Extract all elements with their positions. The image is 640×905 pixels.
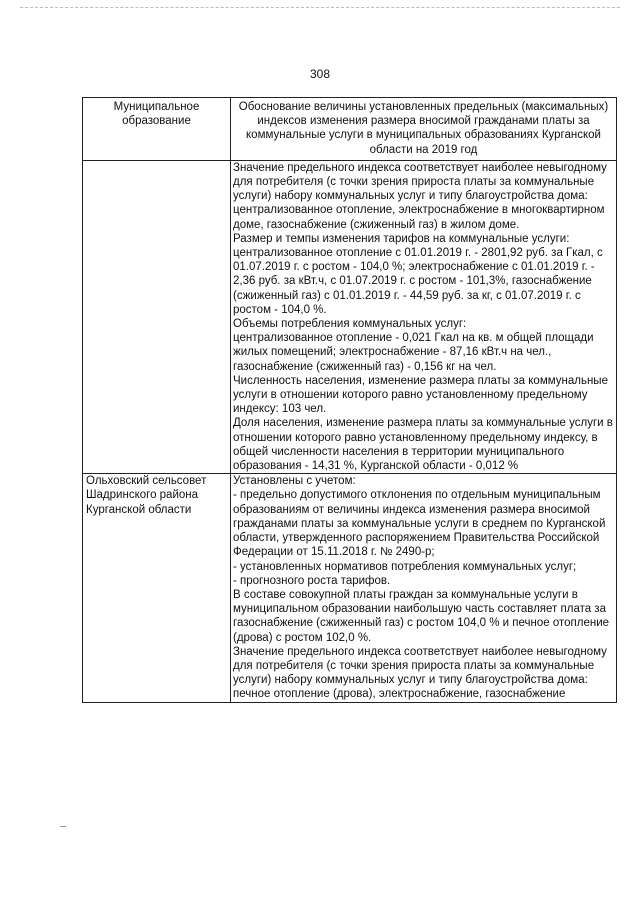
municipality-cell: Ольховский сельсовет Шадринского района Курганской области bbox=[83, 474, 231, 702]
paragraph: Значение предельного индекса соответствует наиболее невыгодному для потребителя (с точки зрения прироста платы за коммунальные услуги) набору коммунальных услуг и типу благоустройства дома: bbox=[233, 645, 607, 687]
paragraph: Численность населения, изменение размера платы за коммунальные услуги в отношении которого равно установленному предельному индексу: 103 чел. bbox=[233, 374, 608, 416]
tariff-justification-table bbox=[82, 97, 617, 703]
paragraph: - предельно допустимого отклонения по отдельным муниципальным образованиям от величины индекса изменения размера вносимой гражданами платы за коммунальные услуги в среднем по Курганской области, утвержденного распоряжением Правительства Российской Федерации от 15.11.2018 г. № 2490-р; bbox=[233, 489, 606, 559]
paragraph: централизованное отопление с 01.01.2019 г. - 2801,92 руб. за Гкал, с 01.07.2019 г. с ростом - 104,0 %; электроснабжение с 01.01.2019 г. - 2,36 руб. за кВт.ч, с 01.07.2019 г. с ростом - 101,3%, газоснабжение (сжиженный газ) с 01.01.2019 г. - 44,59 руб. за кг, с 01.07.2019 г. с ростом - 104,0 %. bbox=[233, 247, 603, 316]
paragraph: Доля населения, изменение размера платы за коммунальные услуги в отношении которого равно установленному предельному индексу, в общей численности населения в территории муниципального образования - 14,31 %, Курганской области - 0,012 % bbox=[233, 417, 613, 473]
paragraph: печное отопление (дрова), электроснабжение, газоснабжение bbox=[233, 688, 566, 701]
paragraph: централизованное отопление, электроснабжение в многоквартирном доме, газоснабжение (сжиженный газ) в жилом доме. bbox=[233, 204, 605, 231]
justification-cell bbox=[231, 160, 617, 473]
paragraph: Установлены с учетом: bbox=[233, 475, 356, 488]
municipality-cell bbox=[83, 160, 231, 473]
paragraph: Объемы потребления коммунальных услуг: bbox=[233, 318, 467, 331]
justification-cell bbox=[231, 474, 617, 702]
table-row bbox=[83, 160, 617, 473]
header-municipality: Муниципальное образование bbox=[83, 98, 231, 161]
paragraph: централизованное отопление - 0,021 Гкал на кв. м общей площади жилых помещений; электроснабжение - 87,16 кВт.ч на чел., газоснабжение (сжиженный газ) - 0,156 кг на чел. bbox=[233, 332, 594, 373]
table-row bbox=[83, 474, 617, 702]
paragraph: Размер и темпы изменения тарифов на коммунальные услуги: bbox=[233, 232, 570, 245]
paragraph: В составе совокупной платы граждан за коммунальные услуги в муниципальном образовании наибольшую часть составляет плата за газоснабжение (сжиженный газ) с ростом 104,0 % и печное отопление (дрова) с ростом 102,0 %. bbox=[233, 588, 610, 644]
scan-edge-line bbox=[20, 7, 620, 8]
header-justification: Обоснование величины установленных предельных (максимальных) индексов изменения размера вносимой гражданами платы за коммунальные услуги в муниципальных образованиях Курганской области на 2019 год bbox=[231, 98, 617, 161]
margin-mark bbox=[60, 826, 66, 827]
table-header-row bbox=[83, 98, 617, 161]
paragraph: - прогнозного роста тарифов. bbox=[233, 574, 391, 587]
paragraph: Значение предельного индекса соответствует наиболее невыгодному для потребителя (с точки зрения прироста платы за коммунальные услуги) набору коммунальных услуг и типу благоустройства дома: bbox=[233, 161, 607, 203]
page-number: 308 bbox=[309, 67, 331, 81]
paragraph: - установленных нормативов потребления коммунальных услуг; bbox=[233, 560, 577, 573]
